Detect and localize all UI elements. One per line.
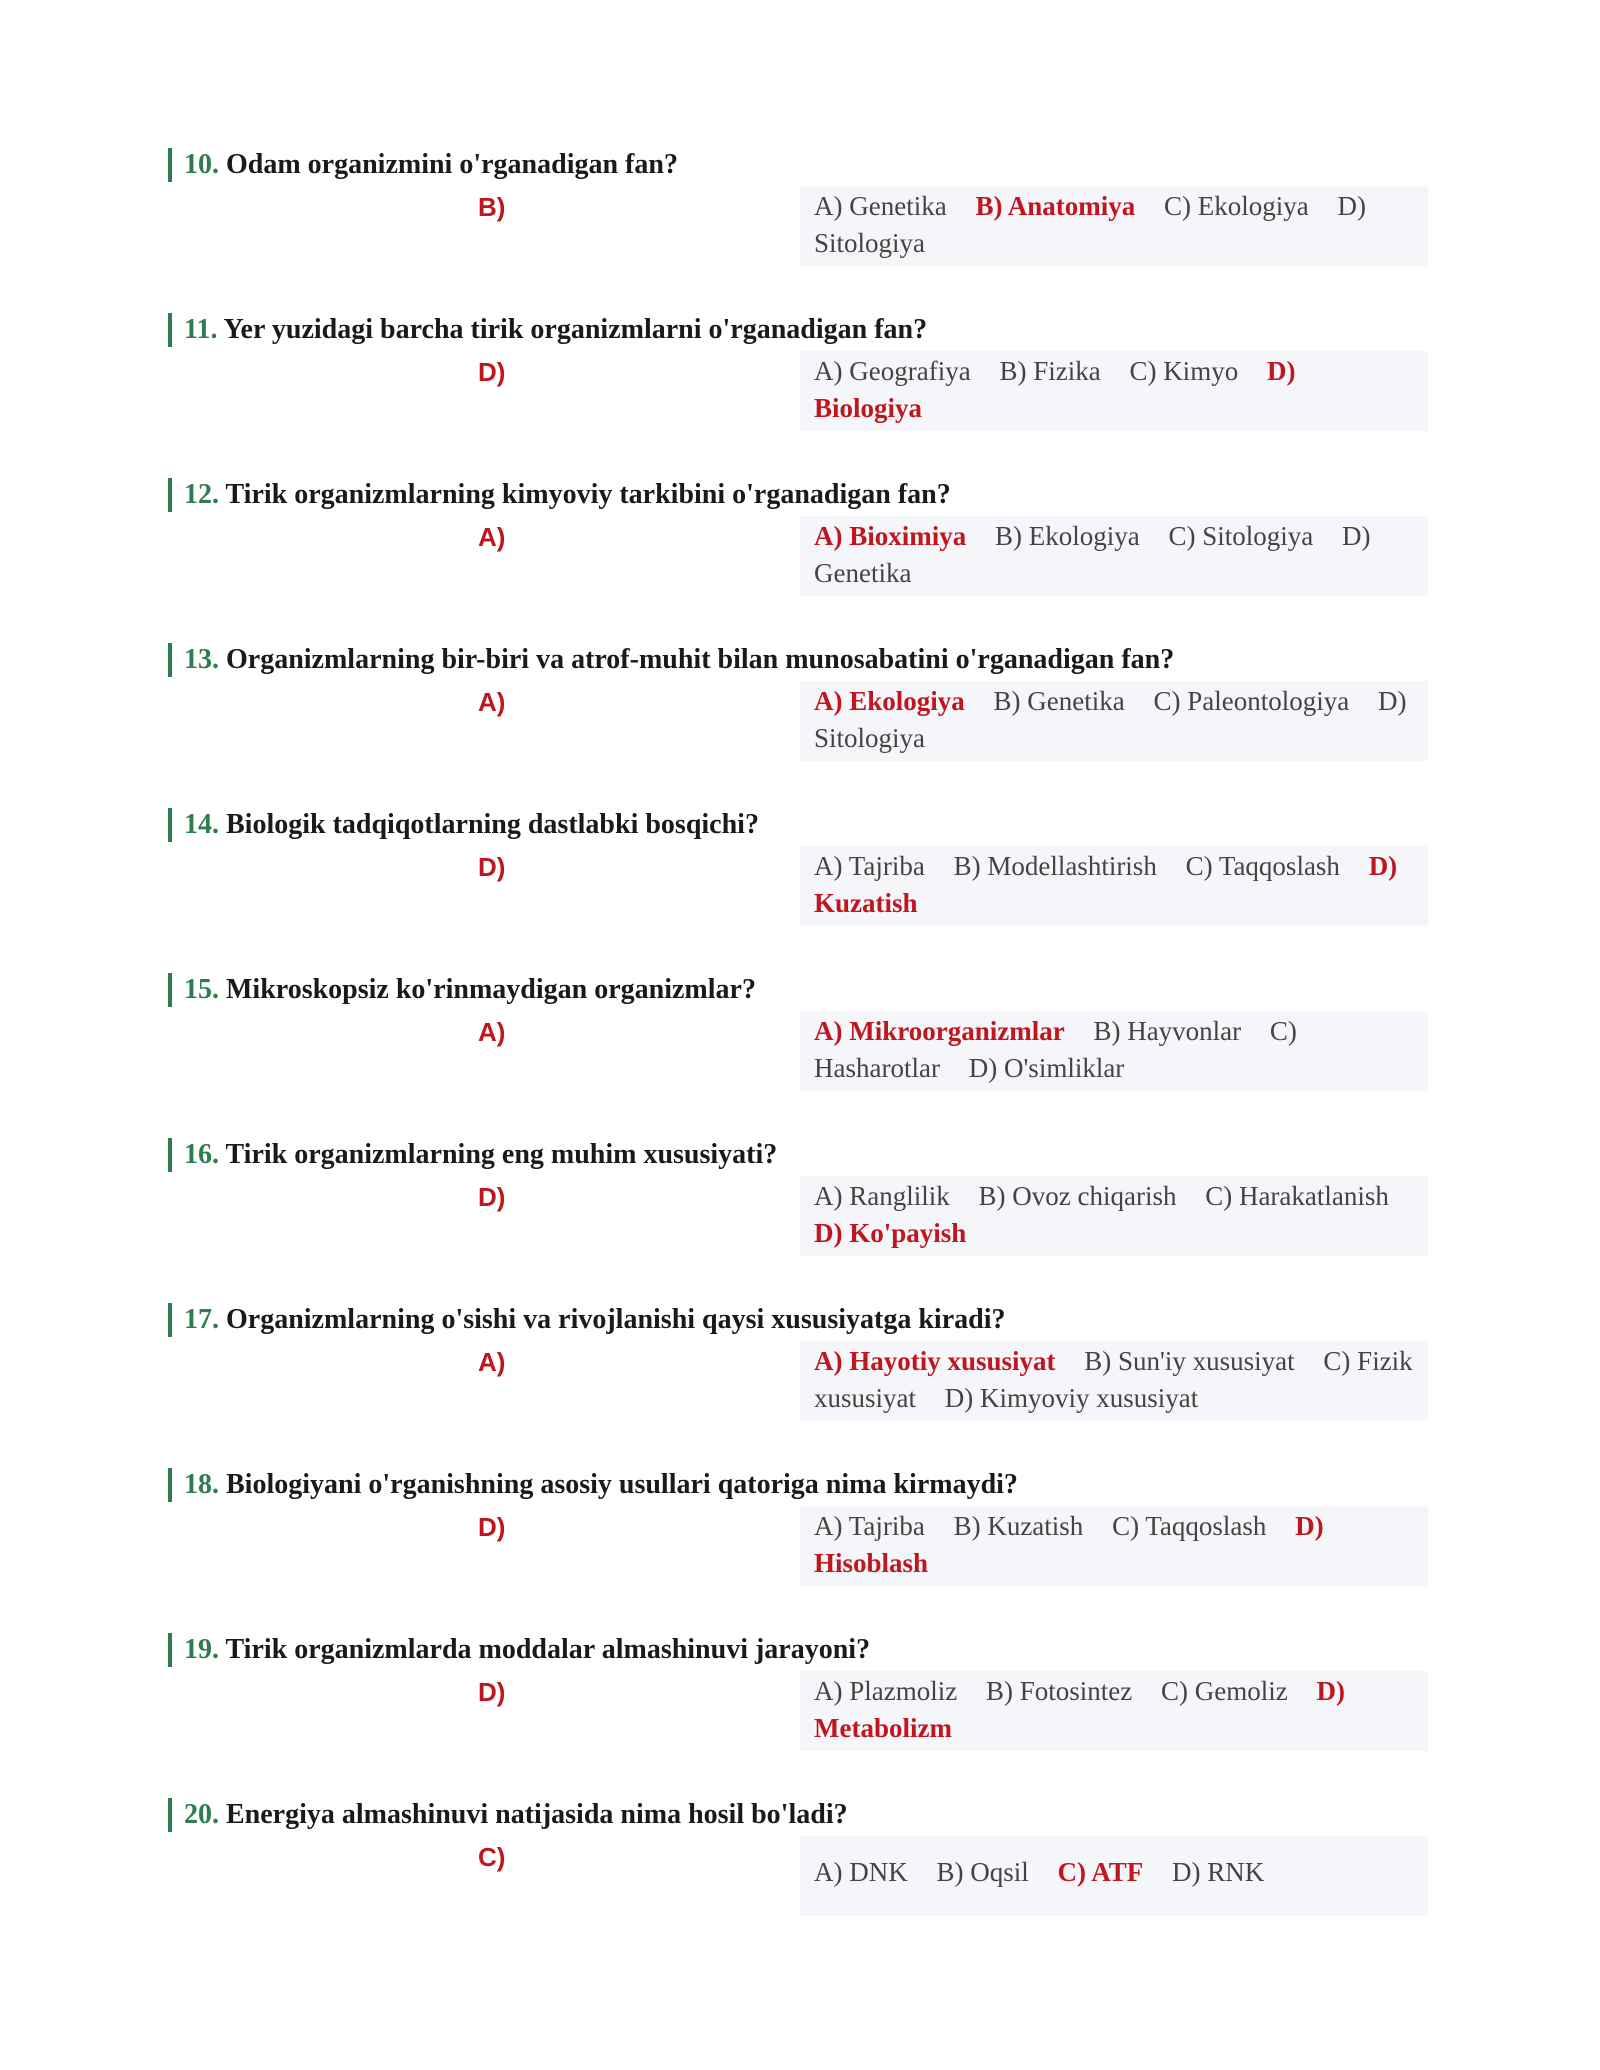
question-block: [168, 635, 1428, 800]
option: C) Taqqoslash: [1185, 851, 1340, 881]
option: D) Genetika: [814, 521, 1371, 588]
question-heading: [168, 313, 927, 347]
question-text: Organizmlarning o'sishi va rivojlanishi qaysi xususiyatga kiradi?: [226, 1304, 1006, 1335]
options-box: [800, 681, 1428, 761]
option: C) Gemoliz: [1160, 1676, 1288, 1706]
option: D) O'simliklar: [968, 1053, 1125, 1083]
question-block: [168, 470, 1428, 635]
option: B) Kuzatish: [953, 1511, 1084, 1541]
option: B) Fotosintez: [985, 1676, 1133, 1706]
option-correct: A) Ekologiya: [814, 686, 965, 716]
options-box: [800, 516, 1428, 596]
question-block: [168, 1130, 1428, 1295]
question-text: Energiya almashinuvi natijasida nima hosil bo'ladi?: [226, 1799, 848, 1830]
option: C) Kimyo: [1129, 356, 1239, 386]
question-number: 12.: [184, 479, 219, 510]
option-correct: C) ATF: [1057, 1857, 1144, 1887]
options-box: [800, 1011, 1428, 1091]
question-heading: [168, 808, 759, 842]
options-box: [800, 1341, 1428, 1421]
option: A) Plazmoliz: [814, 1676, 958, 1706]
option: C) Ekologiya: [1163, 191, 1309, 221]
question-heading: [168, 973, 756, 1007]
option: B) Fizika: [999, 356, 1101, 386]
options-box: [800, 186, 1428, 266]
option: B) Ekologiya: [995, 521, 1140, 551]
correct-answer: B): [478, 192, 506, 222]
option: B) Sun'iy xususiyat: [1084, 1346, 1295, 1376]
option-correct: D) Biologiya: [814, 356, 1296, 423]
option-correct: D) Kuzatish: [814, 851, 1398, 918]
option-correct: D) Ko'payish: [814, 1218, 967, 1248]
option: C) Hasharotlar: [814, 1016, 1297, 1083]
correct-answer: D): [478, 852, 506, 882]
question-text: Mikroskopsiz ko'rinmaydigan organizmlar?: [226, 974, 756, 1005]
option: B) Ovoz chiqarish: [978, 1181, 1177, 1211]
question-heading: [168, 478, 951, 512]
question-heading: [168, 643, 1174, 677]
question-heading: [168, 1303, 1005, 1337]
options-box: [800, 1671, 1428, 1751]
question-text: Tirik organizmlarning kimyoviy tarkibini o'rganadigan fan?: [225, 479, 951, 510]
options-box: [800, 1506, 1428, 1586]
option: B) Hayvonlar: [1093, 1016, 1242, 1046]
option-correct: D) Metabolizm: [814, 1676, 1345, 1743]
question-text: Organizmlarning bir-biri va atrof-muhit bilan munosabatini o'rganadigan fan?: [226, 644, 1175, 675]
option: A) Tajriba: [814, 1511, 925, 1541]
question-number: 14.: [184, 809, 219, 840]
correct-answer: C): [478, 1842, 506, 1872]
options-box: [800, 846, 1428, 926]
question-text: Tirik organizmlarda moddalar almashinuvi jarayoni?: [225, 1634, 871, 1665]
correct-answer: A): [478, 687, 506, 717]
option-correct: A) Bioximiya: [814, 521, 967, 551]
question-block: [168, 305, 1428, 470]
question-number: 15.: [184, 974, 219, 1005]
correct-answer: D): [478, 1677, 506, 1707]
option: C) Taqqoslash: [1112, 1511, 1267, 1541]
question-block: [168, 1625, 1428, 1790]
question-text: Biologik tadqiqotlarning dastlabki bosqichi?: [226, 809, 759, 840]
question-text: Odam organizmini o'rganadigan fan?: [226, 149, 678, 180]
option: C) Harakatlanish: [1205, 1181, 1389, 1211]
question-block: [168, 1295, 1428, 1460]
question-block: [168, 800, 1428, 965]
option: A) Genetika: [814, 191, 947, 221]
question-number: 11.: [184, 314, 218, 345]
question-heading: [168, 1468, 1018, 1502]
question-number: 10.: [184, 149, 219, 180]
question-number: 19.: [184, 1634, 219, 1665]
question-block: [168, 1460, 1428, 1625]
option: B) Modellashtirish: [953, 851, 1157, 881]
option-correct: A) Hayotiy xususiyat: [814, 1346, 1056, 1376]
question-heading: [168, 1138, 777, 1172]
option: A) Tajriba: [814, 851, 925, 881]
question-heading: [168, 1633, 870, 1667]
option: A) Ranglilik: [814, 1181, 950, 1211]
option-correct: D) Hisoblash: [814, 1511, 1324, 1578]
correct-answer: A): [478, 1347, 506, 1377]
question-block: [168, 1790, 1428, 1955]
correct-answer: D): [478, 357, 506, 387]
options-box: [800, 1176, 1428, 1256]
option: D) RNK: [1172, 1857, 1265, 1887]
question-block: [168, 140, 1428, 305]
option: B) Genetika: [993, 686, 1125, 716]
option: D) Sitologiya: [814, 686, 1407, 753]
question-text: Yer yuzidagi barcha tirik organizmlarni o'rganadigan fan?: [223, 314, 928, 345]
question-text: Tirik organizmlarning eng muhim xususiyati?: [225, 1139, 778, 1170]
question-number: 17.: [184, 1304, 219, 1335]
option-correct: A) Mikroorganizmlar: [814, 1016, 1065, 1046]
option: B) Oqsil: [936, 1857, 1029, 1887]
correct-answer: A): [478, 1017, 506, 1047]
question-number: 18.: [184, 1469, 219, 1500]
correct-answer: A): [478, 522, 506, 552]
question-block: [168, 965, 1428, 1130]
question-number: 16.: [184, 1139, 219, 1170]
option: D) Sitologiya: [814, 191, 1366, 258]
question-number: 20.: [184, 1799, 219, 1830]
option-correct: B) Anatomiya: [975, 191, 1136, 221]
option: C) Sitologiya: [1168, 521, 1314, 551]
option: C) Fizik xususiyat: [814, 1346, 1413, 1413]
option: A) DNK: [814, 1857, 908, 1887]
question-number: 13.: [184, 644, 219, 675]
question-text: Biologiyani o'rganishning asosiy usullari qatoriga nima kirmaydi?: [226, 1469, 1018, 1500]
correct-answer: D): [478, 1512, 506, 1542]
correct-answer: D): [478, 1182, 506, 1212]
question-heading: [168, 1798, 848, 1832]
option: C) Paleontologiya: [1153, 686, 1350, 716]
option: A) Geografiya: [814, 356, 971, 386]
option: D) Kimyoviy xususiyat: [944, 1383, 1199, 1413]
options-box: [800, 1836, 1428, 1916]
question-heading: [168, 148, 678, 182]
question-list: [168, 140, 1428, 1955]
options-box: [800, 351, 1428, 431]
